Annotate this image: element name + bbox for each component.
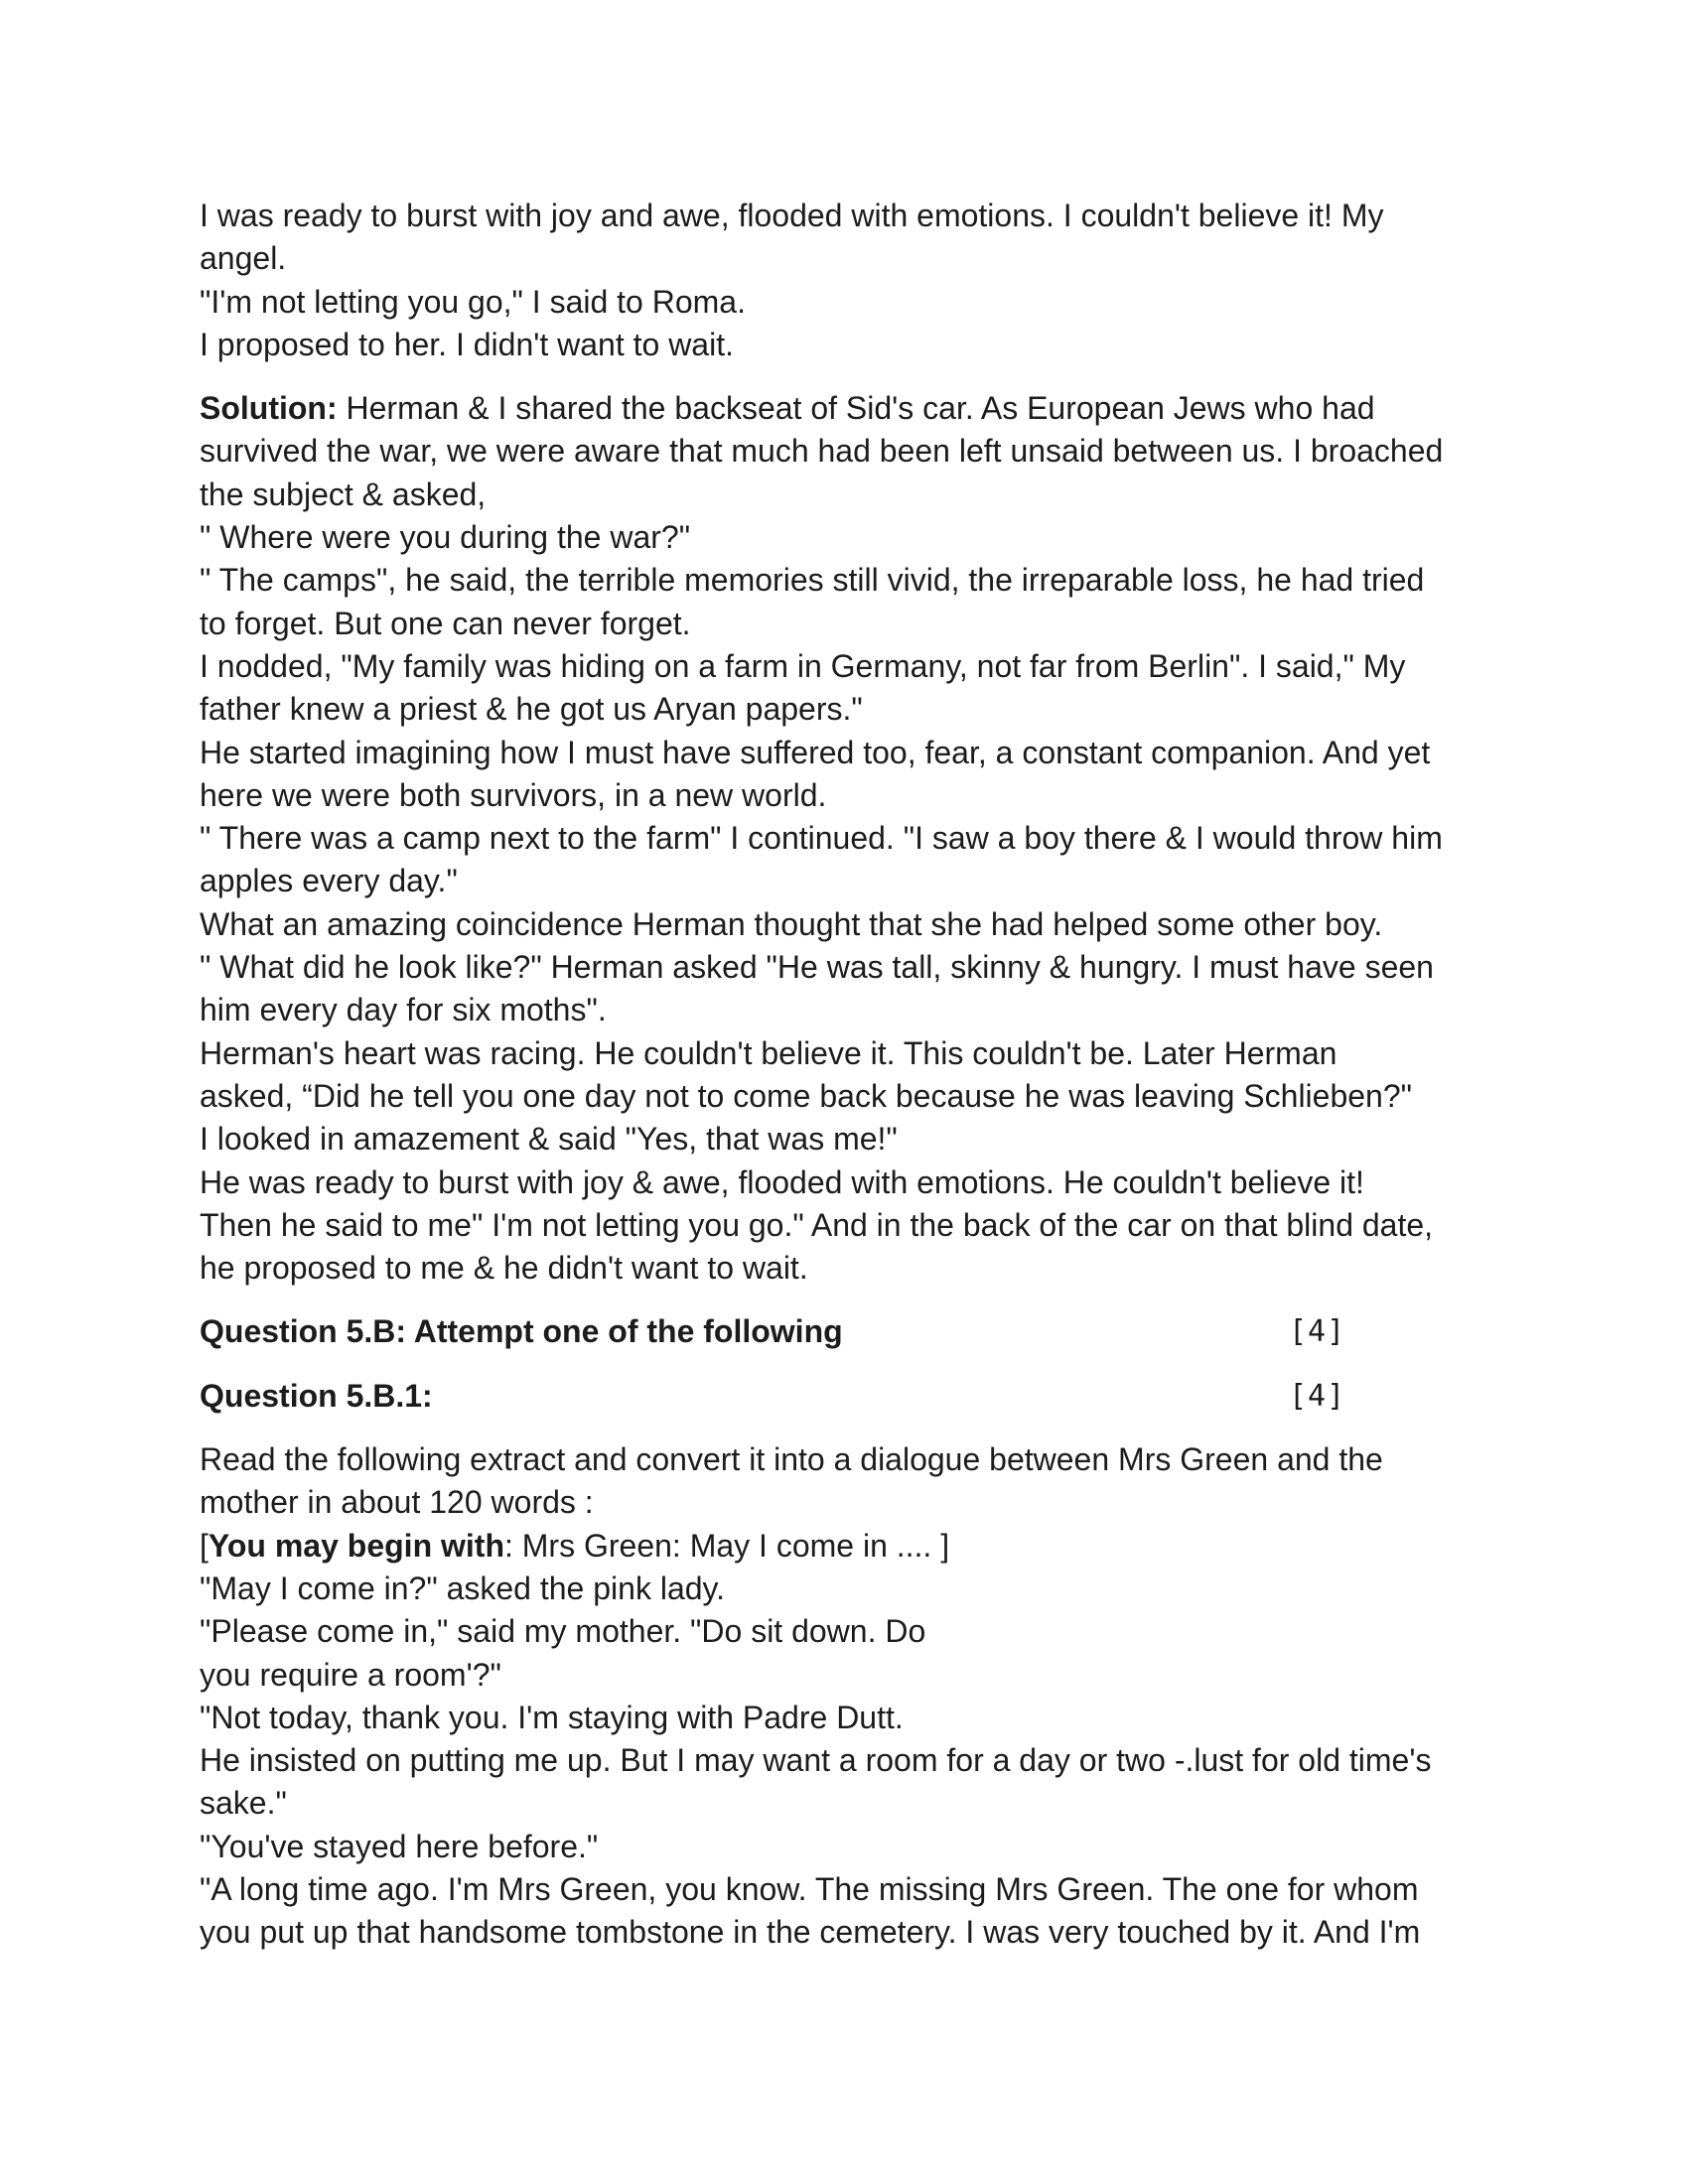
instruction-line: Read the following extract and convert it into a dialogue between Mrs Green and the xyxy=(200,1441,1383,1478)
paragraph-spacer xyxy=(200,1354,1510,1375)
solution-paragraph xyxy=(200,387,1510,1290)
paragraph-spacer xyxy=(200,1418,1510,1438)
text-line: " Where were you during the war?" xyxy=(200,519,691,556)
text-line: He started imagining how I must have suffered too, fear, a constant companion. And yet xyxy=(200,734,1431,770)
text-line: I proposed to her. I didn't want to wait. xyxy=(200,326,734,362)
text-line: here we were both survivors, in a new world. xyxy=(200,776,827,813)
extract-line: "Please come in," said my mother. "Do sit down. Do xyxy=(200,1613,926,1650)
question-5b1-body xyxy=(200,1438,1510,1955)
question-5b-heading xyxy=(200,1310,1510,1353)
question-5b-title: Question 5.B: Attempt one of the following xyxy=(200,1313,843,1350)
question-5b1-marks: [4] xyxy=(1289,1378,1346,1414)
extract-line: "You've stayed here before." xyxy=(200,1828,599,1864)
paragraph-spacer xyxy=(200,1290,1510,1310)
begin-open-bracket: [ xyxy=(200,1527,209,1564)
text-line: He was ready to burst with joy & awe, flooded with emotions. He couldn't believe it! xyxy=(200,1163,1364,1200)
text-line: " There was a camp next to the farm" I continued. "I saw a boy there & I would throw him xyxy=(200,820,1443,857)
paragraph-spacer xyxy=(200,366,1510,387)
question-5b-marks: [4] xyxy=(1289,1314,1346,1350)
text-line: survived the war, we were aware that much had been left unsaid between us. I broached xyxy=(200,433,1444,470)
text-line: " The camps", he said, the terrible memories still vivid, the irreparable loss, he had tried xyxy=(200,562,1425,599)
document-page xyxy=(200,195,1510,1955)
text-line: " What did he look like?" Herman asked "He was tall, skinny & hungry. I must have seen xyxy=(200,949,1434,986)
text-line: the subject & asked, xyxy=(200,476,487,512)
question-5b1-title: Question 5.B.1: xyxy=(200,1377,433,1414)
extract-line: He insisted on putting me up. But I may want a room for a day or two -.lust for old time's xyxy=(200,1742,1432,1779)
text-line: Then he said to me" I'm not letting you go." And in the back of the car on that blind date, xyxy=(200,1206,1434,1243)
text-line: I looked in amazement & said "Yes, that was me!" xyxy=(200,1121,898,1158)
instruction-line: mother in about 120 words : xyxy=(200,1484,594,1521)
text-line: asked, “Did he tell you one day not to come back because he was leaving Schlieben?" xyxy=(200,1077,1412,1114)
begin-with-label: You may begin with xyxy=(208,1527,504,1564)
solution-first-line xyxy=(200,387,1510,430)
extract-line: you require a room'?" xyxy=(200,1656,501,1693)
text-line: he proposed to me & he didn't want to wait. xyxy=(200,1250,808,1287)
extract-line: "May I come in?" asked the pink lady. xyxy=(200,1570,726,1606)
intro-paragraph xyxy=(200,195,1510,366)
extract-line: "A long time ago. I'm Mrs Green, you know. The missing Mrs Green. The one for whom xyxy=(200,1870,1419,1907)
text-line: him every day for six moths". xyxy=(200,992,607,1028)
begin-with-text: : Mrs Green: May I come in .... ] xyxy=(503,1527,950,1564)
question-5b1-heading xyxy=(200,1375,1510,1418)
text-line: Herman's heart was racing. He couldn't believe it. This couldn't be. Later Herman xyxy=(200,1034,1337,1071)
extract-line: "Not today, thank you. I'm staying with Padre Dutt. xyxy=(200,1699,904,1735)
text-line: angel. xyxy=(200,240,287,277)
solution-label: Solution: xyxy=(200,390,338,427)
text-line: to forget. But one can never forget. xyxy=(200,605,691,641)
text-line: What an amazing coincidence Herman thought that she had helped some other boy. xyxy=(200,905,1383,942)
begin-with-line xyxy=(200,1525,1510,1568)
text-line: I nodded, "My family was hiding on a farm in Germany, not far from Berlin". I said," My xyxy=(200,647,1406,684)
text-line: I was ready to burst with joy and awe, flooded with emotions. I couldn't believe it! My xyxy=(200,198,1384,233)
text-line: "I'm not letting you go," I said to Roma. xyxy=(200,283,746,320)
text-line: father knew a priest & he got us Aryan papers." xyxy=(200,691,863,728)
extract-line: you put up that handsome tombstone in the cemetery. I was very touched by it. And I'm xyxy=(200,1914,1421,1951)
extract-line: sake." xyxy=(200,1785,287,1822)
solution-first-line-text: Herman & I shared the backseat of Sid's car. As European Jews who had xyxy=(337,390,1375,427)
text-line: apples every day." xyxy=(200,863,458,899)
